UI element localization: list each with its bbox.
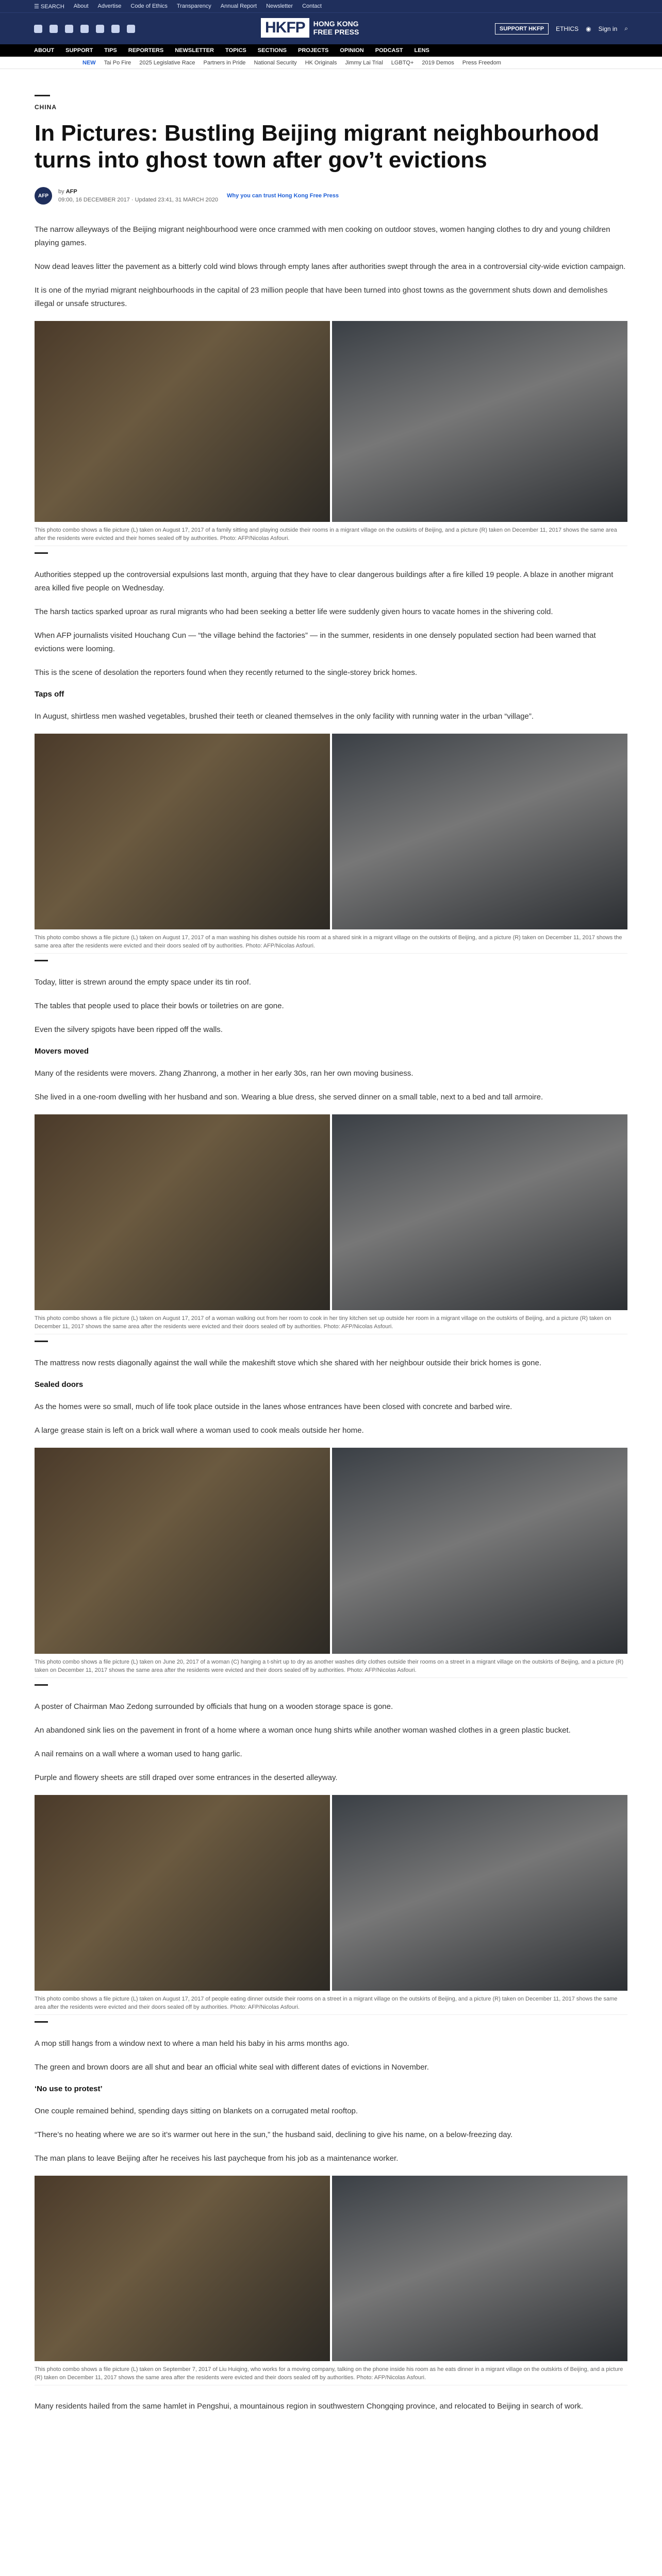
paragraph: “There’s no heating where we are so it’s warmer out here in the sun,” the husband said, declining to give his name, on a below-freezing day. — [35, 2130, 513, 2139]
paragraph: The green and brown doors are all shut and bear an official white seal with different dates of evictions in November. — [35, 2063, 429, 2072]
paragraph: A nail remains on a wall where a woman used to hang garlic. — [35, 1750, 242, 1758]
photo-before[interactable] — [35, 321, 330, 522]
photo-after[interactable] — [332, 1448, 627, 1654]
photo-caption: This photo combo shows a file picture (L) taken on August 17, 2017 of a family sitting and playing outside their rooms in a migrant village on the outskirts of Beijing, and a picture (R) taken on December 11, 2017 shows the same area after the residents were evicted and their homes sealed off by authorities. Photo: AFP/Nicolas Asfouri. — [35, 526, 627, 546]
masthead — [0, 12, 662, 44]
paragraph: The tables that people used to place their bowls or toiletries on are gone. — [35, 1002, 284, 1010]
photo-caption: This photo combo shows a file picture (L) taken on August 17, 2017 of a woman walking out from her room to cook in her tiny kitchen set up outside her room in a migrant village on the outskirts of Beijing, and a picture (R) taken on December 11, 2017 shows the same area after the residents were evicted and their doors sealed off by authorities. Photo: AFP/Nicolas Asfouri. — [35, 1314, 627, 1334]
paragraph: The narrow alleyways of the Beijing migrant neighbourhood were once crammed with men cooking on outdoor stoves, women hanging clothes to dry and young children playing games. — [35, 225, 610, 247]
photo-before[interactable] — [35, 734, 330, 929]
paragraph: One couple remained behind, spending days sitting on blankets on a corrugated metal rooftop. — [35, 2107, 358, 2115]
paragraph: Many residents hailed from the same hamlet in Pengshui, a mountainous region in southwestern Chongqing province, and relocated to Beijing in search of work. — [35, 2402, 583, 2411]
photo-caption: This photo combo shows a file picture (L) taken on September 7, 2017 of Liu Huiqing, who works for a moving company, talking on the phone inside his room as he eats dinner in a migrant village on the outskirts of Beijing, and a picture (R) taken on December 11, 2017 shows the same area after the residents were evicted and their doors sealed off by authorities. Photo: AFP/Nicolas Asfouri. — [35, 2365, 627, 2385]
trending-item[interactable]: HK Originals — [305, 59, 337, 66]
linkedin-icon[interactable] — [111, 25, 120, 33]
photo-figure — [35, 734, 627, 961]
nav-sections[interactable]: SECTIONS — [257, 47, 287, 54]
logo-mark: HKFP — [261, 18, 309, 38]
nav-topics[interactable]: TOPICS — [225, 47, 246, 54]
author-name[interactable]: AFP — [65, 189, 77, 195]
photo-after[interactable] — [332, 1795, 627, 1991]
byline-prefix: by — [58, 189, 64, 195]
search-link[interactable]: ☰ SEARCH — [34, 3, 64, 10]
photo-before[interactable] — [35, 1448, 330, 1654]
utility-link-annual-report[interactable]: Annual Report — [220, 3, 257, 9]
utility-link-advertise[interactable]: Advertise — [97, 3, 122, 9]
trending-item[interactable]: Partners in Pride — [203, 59, 246, 66]
trending-bar — [0, 57, 662, 69]
trending-item[interactable]: National Security — [254, 59, 297, 66]
trending-item[interactable]: Tai Po Fire — [104, 59, 131, 66]
article — [35, 69, 627, 2413]
photo-figure — [35, 321, 627, 554]
nav-newsletter[interactable]: NEWSLETTER — [175, 47, 214, 54]
threads-icon[interactable] — [80, 25, 89, 33]
category-label[interactable]: CHINA — [35, 104, 57, 111]
utility-link-about[interactable]: About — [73, 3, 89, 9]
paragraph: A mop still hangs from a window next to where a man held his baby in his arms months ago. — [35, 2039, 350, 2048]
paragraph: Purple and flowery sheets are still draped over some entrances in the deserted alleyway. — [35, 1773, 338, 1782]
photo-caption: This photo combo shows a file picture (L) taken on August 17, 2017 of a man washing his dishes outside his room at a shared sink in a migrant village on the outskirts of Beijing, and a picture (R) taken on December 11, 2017 shows the same area after the residents were evicted and their doors sealed off by authorities. Photo: AFP/Nicolas Asfouri. — [35, 934, 627, 954]
figure-divider — [35, 1684, 48, 1686]
subheading: Movers moved — [35, 1047, 89, 1056]
trust-link[interactable]: Why you can trust Hong Kong Free Press — [227, 193, 339, 199]
photo-before[interactable] — [35, 2176, 330, 2361]
subheading: Sealed doors — [35, 1380, 84, 1389]
top-utility-bar — [0, 0, 662, 12]
article-date: 09:00, 16 DECEMBER 2017 · Updated 23:41, 31 MARCH 2020 — [58, 197, 219, 203]
utility-link-ethics[interactable]: Code of Ethics — [130, 3, 168, 9]
trending-item[interactable]: Press Freedom — [462, 59, 501, 66]
nav-about[interactable]: ABOUT — [34, 47, 55, 54]
figure-divider — [35, 2021, 48, 2023]
paragraph: The man plans to leave Beijing after he receives his last paycheque from his job as a maintenance worker. — [35, 2154, 399, 2163]
paragraph: Many of the residents were movers. Zhang Zhanrong, a mother in her early 30s, ran her own moving business. — [35, 1069, 413, 1078]
search-icon[interactable]: ⌕ — [624, 25, 628, 32]
paragraph: Now dead leaves litter the pavement as a bitterly cold wind blows through empty lanes after authorities swept through the area in a controversial city-wide eviction campaign. — [35, 262, 626, 271]
main-nav — [0, 44, 662, 57]
photo-caption: This photo combo shows a file picture (L) taken on June 20, 2017 of a woman (C) hanging a t-shirt up to dry as another washes dirty clothes outside their rooms on a street in a migrant village on the outskirts of Beijing, and a picture (R) taken on December 11, 2017 shows the same area after the residents were evicted and their doors sealed off by authorities. Photo: AFP/Nicolas Asfouri. — [35, 1658, 627, 1678]
paragraph: An abandoned sink lies on the pavement in front of a home where a woman once hung shirts while another woman washed clothes in a green plastic bucket. — [35, 1726, 571, 1735]
nav-projects[interactable]: PROJECTS — [298, 47, 329, 54]
signin-link[interactable]: Sign in — [598, 25, 618, 32]
nav-opinion[interactable]: OPINION — [340, 47, 364, 54]
photo-after[interactable] — [332, 321, 627, 522]
paragraph: Even the silvery spigots have been ripped off the walls. — [35, 1025, 223, 1034]
paragraph: When AFP journalists visited Houchang Cun — “the village behind the factories” — in the summer, residents in one densely populated section had been warned that evictions were looming. — [35, 631, 596, 653]
subheading: Taps off — [35, 690, 64, 699]
photo-figure — [35, 2176, 627, 2385]
trending-item[interactable]: 2019 Demos — [422, 59, 454, 66]
facebook-icon[interactable] — [34, 25, 42, 33]
youtube-icon[interactable] — [96, 25, 104, 33]
photo-before[interactable] — [35, 1795, 330, 1991]
trending-item[interactable]: LGBTQ+ — [391, 59, 414, 66]
byline — [35, 187, 627, 205]
kicker-bar — [35, 95, 50, 96]
nav-support[interactable]: SUPPORT — [65, 47, 93, 54]
trending-item[interactable]: Jimmy Lai Trial — [345, 59, 383, 66]
photo-after[interactable] — [332, 2176, 627, 2361]
author-avatar[interactable]: AFP — [35, 187, 52, 205]
x-icon[interactable] — [49, 25, 58, 33]
social-links — [34, 25, 135, 33]
paragraph: The harsh tactics sparked uproar as rural migrants who had been seeking a better life were suddenly given hours to vacate homes in the shivering cold. — [35, 607, 553, 616]
figure-divider — [35, 552, 48, 554]
photo-figure — [35, 1795, 627, 2023]
nav-lens[interactable]: LENS — [414, 47, 429, 54]
subheading: ‘No use to protest’ — [35, 2084, 103, 2093]
trending-item[interactable]: 2025 Legislative Race — [139, 59, 195, 66]
logo-name: HONG KONG FREE PRESS — [313, 20, 359, 36]
user-icon[interactable]: ◉ — [586, 25, 591, 32]
paragraph: Today, litter is strewn around the empty space under its tin roof. — [35, 978, 251, 987]
nav-podcast[interactable]: PODCAST — [375, 47, 403, 54]
support-button[interactable]: SUPPORT HKFP — [495, 23, 549, 35]
figure-divider — [35, 1341, 48, 1342]
instagram-icon[interactable] — [65, 25, 73, 33]
paragraph: A poster of Chairman Mao Zedong surrounded by officials that hung on a wooden storage space is gone. — [35, 1702, 393, 1711]
photo-before[interactable] — [35, 1114, 330, 1310]
utility-link-newsletter[interactable]: Newsletter — [266, 3, 293, 9]
nav-tips[interactable]: TIPS — [104, 47, 117, 54]
paragraph: She lived in a one-room dwelling with her husband and son. Wearing a blue dress, she served dinner on a small table, next to a bed and tall armoire. — [35, 1093, 543, 1101]
paragraph: Authorities stepped up the controversial expulsions last month, arguing that they have to clear dangerous buildings after a fire killed 19 people. A blaze in another migrant area killed five people on Wednesday. — [35, 570, 614, 592]
figure-divider — [35, 960, 48, 961]
site-logo[interactable] — [261, 18, 375, 38]
paragraph: A large grease stain is left on a brick wall where a woman used to cook meals outside her home. — [35, 1426, 364, 1435]
photo-figure — [35, 1448, 627, 1686]
ethics-link[interactable]: ETHICS — [556, 25, 579, 32]
photo-caption: This photo combo shows a file picture (L) taken on August 17, 2017 of people eating dinner outside their rooms on a street in a migrant village on the outskirts of Beijing, and a picture (R) taken on December 11, 2017 shows the same area after the residents were evicted and their doors sealed off by authorities. Photo: AFP/Nicolas Asfouri. — [35, 1995, 627, 2015]
rss-icon[interactable] — [127, 25, 135, 33]
paragraph: The mattress now rests diagonally against the wall while the makeshift stove which she shared with her neighbour outside their brick homes is gone. — [35, 1359, 542, 1367]
paragraph: As the homes were so small, much of life took place outside in the lanes whose entrances have been closed with concrete and barbed wire. — [35, 1402, 512, 1411]
article-title: In Pictures: Bustling Beijing migrant neighbourhood turns into ghost town after gov’t evictions — [35, 121, 600, 173]
photo-after[interactable] — [332, 734, 627, 929]
paragraph: This is the scene of desolation the reporters found when they recently returned to the single-storey brick homes. — [35, 668, 418, 677]
photo-after[interactable] — [332, 1114, 627, 1310]
paragraph: It is one of the myriad migrant neighbourhoods in the capital of 23 million people that have been turned into ghost towns as the government shuts down and demolishes illegal or unsafe structures. — [35, 286, 608, 308]
utility-link-transparency[interactable]: Transparency — [176, 3, 211, 9]
trending-label: NEW — [82, 59, 96, 66]
utility-link-contact[interactable]: Contact — [302, 3, 322, 9]
nav-reporters[interactable]: REPORTERS — [128, 47, 164, 54]
photo-figure — [35, 1114, 627, 1342]
paragraph: In August, shirtless men washed vegetables, brushed their teeth or cleaned themselves in the only facility with running water in the urban “village”. — [35, 712, 534, 721]
